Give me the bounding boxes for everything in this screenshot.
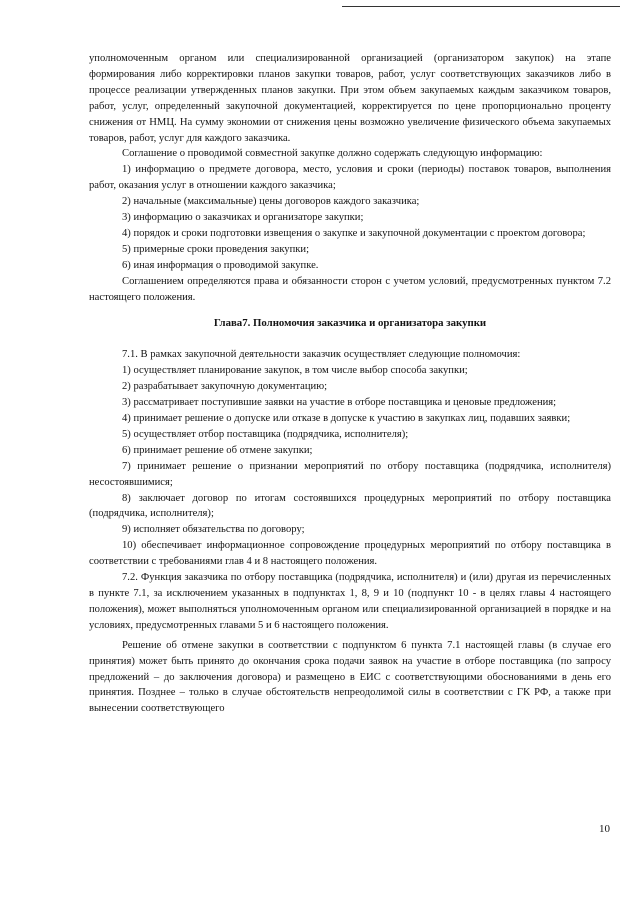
list-item-power-10: 10) обеспечивает информационное сопровождение процедурных мероприятий по отбору поставщика в соответствии с требованиями глав 4 и 8 настоящего положения. bbox=[89, 540, 611, 568]
list-item-power-5: 5) осуществляет отбор поставщика (подрядчика, исполнителя); bbox=[122, 428, 409, 440]
document-body bbox=[89, 51, 611, 717]
paragraph-agreement-intro: Соглашение о проводимой совместной закупке должно содержать следующую информацию: bbox=[122, 148, 543, 160]
list-item-agreement-4: 4) порядок и сроки подготовки извещения о закупке и закупочной документации с проектом договора; bbox=[122, 227, 586, 239]
list-item-power-8: 8) заключает договор по итогам состоявшихся процедурных мероприятий по отбору поставщика (подрядчика, исполнителя); bbox=[89, 492, 611, 520]
list-item-power-1: 1) осуществляет планирование закупок, в том числе выбор способа закупки; bbox=[122, 365, 468, 377]
header-rule bbox=[342, 6, 620, 7]
list-item-power-6: 6) принимает решение об отмене закупки; bbox=[122, 444, 313, 456]
list-item-power-3: 3) рассматривает поступившие заявки на участие в отборе поставщика и ценовые предложения; bbox=[122, 397, 557, 409]
chapter-heading: Глава7. Полномочия заказчика и организатора закупки bbox=[213, 316, 487, 329]
paragraph-7-2: 7.2. Функция заказчика по отбору поставщика (подрядчика, исполнителя) и (или) другая из перечисленных в пункте 7.1, за исключением указанных в подпунктах 1, 8, 9 и 10 (подпункт 10 - в целях главы 4 настоящего положения), может выполняться уполномоченным органом или специализированной организацией в порядке и на условиях, предусмотренных главами 5 и 6 настоящего положения. bbox=[89, 572, 611, 631]
list-item-agreement-6: 6) иная информация о проводимой закупке. bbox=[122, 259, 319, 271]
list-item-agreement-5: 5) примерные сроки проведения закупки; bbox=[122, 243, 310, 255]
list-item-agreement-1: 1) информацию о предмете договора, место, условия и сроки (периоды) поставок товаров, выполнения работ, оказания услуг в отношении каждого заказчика; bbox=[89, 164, 611, 192]
list-item-power-2: 2) разрабатывает закупочную документацию; bbox=[122, 381, 328, 393]
list-item-agreement-3: 3) информацию о заказчиках и организаторе закупки; bbox=[122, 212, 364, 224]
page-number: 10 bbox=[599, 823, 610, 835]
paragraph-agreement-rights: Соглашением определяются права и обязанности сторон с учетом условий, предусмотренных пунктом 7.2 настоящего положения. bbox=[89, 275, 611, 303]
paragraph-7-1: 7.1. В рамках закупочной деятельности заказчик осуществляет следующие полномочия: bbox=[122, 349, 521, 361]
list-item-power-9: 9) исполняет обязательства по договору; bbox=[122, 524, 305, 536]
list-item-power-7: 7) принимает решение о признании мероприятий по отбору поставщика (подрядчика, исполнителя) несостоявшимися; bbox=[89, 460, 611, 488]
list-item-agreement-2: 2) начальные (максимальные) цены договоров каждого заказчика; bbox=[122, 196, 420, 208]
paragraph-continuation: уполномоченным органом или специализированной организацией (организатором закупок) на этапе формирования либо корректировки планов закупки товаров, работ, услуг соответствующих заказчиков либо в процессе реализации утвержденных планов закупки. При этом объем закупаемых каждым заказчиком товаров, работ, услуг, определенный закупочной документацией, корректируется по цене пропорционально проценту снижения от НМЦ. На сумму экономии от снижения цены возможно увеличение физического объема закупаемых товаров, работ, услуг для каждого заказчика. bbox=[89, 53, 611, 144]
list-item-power-4: 4) принимает решение о допуске или отказе в допуске к участию в закупках лиц, подавших заявки; bbox=[122, 413, 571, 425]
paragraph-cancellation: Решение об отмене закупки в соответствии с подпунктом 6 пункта 7.1 настоящей главы (в случае его принятия) может быть принято до окончания срока подачи заявок на участие в отборе поставщика (по запросу предложений – до заключения договора) и размещено в ЕИС с соответствующими обоснованиями в день его принятия. Позднее – только в случае обстоятельств непреодолимой силы в соответствии с ГК РФ, а также при вынесении соответствующего bbox=[89, 639, 611, 715]
